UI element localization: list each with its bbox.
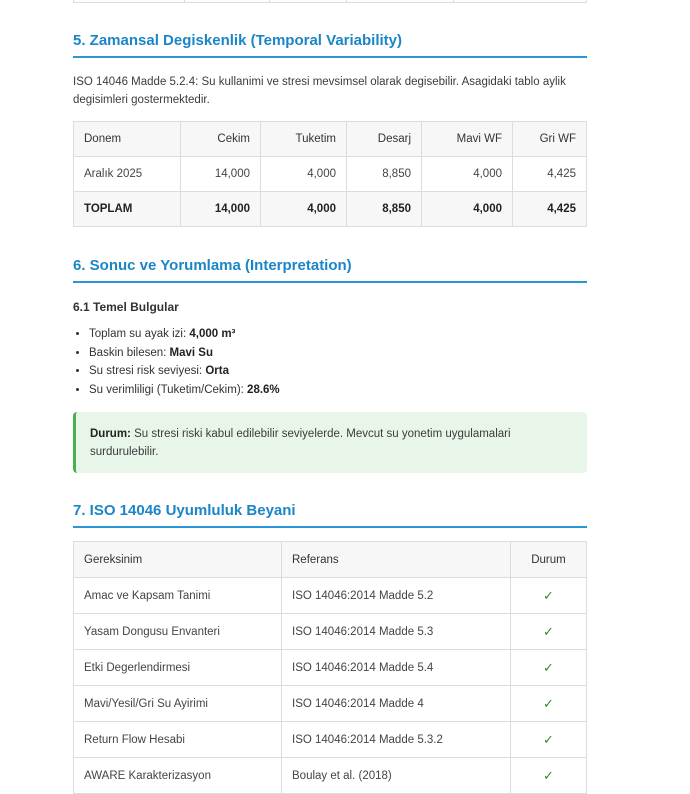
- col-tuketim: Tuketim: [261, 122, 347, 157]
- col-desarj: Desarj: [347, 122, 422, 157]
- section-6-title: 6. Sonuc ve Yorumlama (Interpretation): [73, 257, 587, 283]
- cell-reference: Boulay et al. (2018): [282, 758, 511, 794]
- key-findings-list: [73, 325, 280, 400]
- section-5-description: ISO 14046 Madde 5.2.4: Su kullanimi ve stresi mevsimsel olarak degisebilir. Asagidaki tablo aylik degisimleri gostermektedir.: [73, 76, 566, 106]
- temporal-variability-table: [73, 121, 587, 227]
- cell-reference: ISO 14046:2014 Madde 5.2: [282, 578, 511, 614]
- previous-table-bottom: [73, 0, 587, 3]
- cell-tuketim: 4,000: [261, 157, 347, 192]
- total-gri-wf: 4,425: [513, 192, 587, 227]
- checkmark-icon: ✓: [543, 623, 554, 639]
- total-label: TOPLAM: [74, 192, 181, 227]
- list-item: • Su stresi risk seviyesi: Orta: [89, 362, 280, 381]
- col-donem: Donem: [74, 122, 181, 157]
- table-row: [74, 650, 587, 686]
- cell-cekim: 14,000: [181, 157, 261, 192]
- col-durum: Durum: [511, 542, 587, 578]
- status-label: Durum:: [90, 428, 131, 440]
- table-total-row: [74, 192, 587, 227]
- cell-gri-wf: 4,425: [513, 157, 587, 192]
- table-row: [74, 758, 587, 794]
- checkmark-icon: ✓: [543, 695, 554, 711]
- table-row: [74, 578, 587, 614]
- cell-reference: ISO 14046:2014 Madde 5.4: [282, 650, 511, 686]
- list-item: • Baskin bilesen: Mavi Su: [89, 344, 280, 363]
- cell-reference: ISO 14046:2014 Madde 5.3.2: [282, 722, 511, 758]
- status-callout: [73, 412, 587, 473]
- cell-requirement: Yasam Dongusu Envanteri: [74, 614, 282, 650]
- cell-requirement: AWARE Karakterizasyon: [74, 758, 282, 794]
- cell-donem: Aralık 2025: [74, 157, 181, 192]
- checkmark-icon: ✓: [543, 767, 554, 783]
- cell-requirement: Etki Degerlendirmesi: [74, 650, 282, 686]
- list-item: • Toplam su ayak izi: 4,000 m³: [89, 325, 280, 344]
- col-gereksinim: Gereksinim: [74, 542, 282, 578]
- status-text: Su stresi riski kabul edilebilir seviyelerde. Mevcut su yonetim uygulamalari surdurulebilir.: [90, 428, 511, 458]
- cell-requirement: Return Flow Hesabi: [74, 722, 282, 758]
- section-5-title: 5. Zamansal Degiskenlik (Temporal Variability): [73, 32, 587, 58]
- total-desarj: 8,850: [347, 192, 422, 227]
- col-gri-wf: Gri WF: [513, 122, 587, 157]
- list-item: • Su verimliligi (Tuketim/Cekim): 28.6%: [89, 381, 280, 400]
- table-header-row: [74, 122, 587, 157]
- cell-reference: ISO 14046:2014 Madde 5.3: [282, 614, 511, 650]
- col-cekim: Cekim: [181, 122, 261, 157]
- total-cekim: 14,000: [181, 192, 261, 227]
- cell-reference: ISO 14046:2014 Madde 4: [282, 686, 511, 722]
- table-row: [74, 686, 587, 722]
- checkmark-icon: ✓: [543, 659, 554, 675]
- checkmark-icon: ✓: [543, 587, 554, 603]
- cell-requirement: Amac ve Kapsam Tanimi: [74, 578, 282, 614]
- total-mavi-wf: 4,000: [422, 192, 513, 227]
- checkmark-icon: ✓: [543, 731, 554, 747]
- cell-mavi-wf: 4,000: [422, 157, 513, 192]
- col-mavi-wf: Mavi WF: [422, 122, 513, 157]
- section-7-title: 7. ISO 14046 Uyumluluk Beyani: [73, 502, 587, 528]
- compliance-table: [73, 541, 587, 794]
- table-row: [74, 614, 587, 650]
- table-row: [74, 722, 587, 758]
- subsection-title: 6.1 Temel Bulgular: [73, 300, 179, 314]
- table-row: [74, 157, 587, 192]
- cell-desarj: 8,850: [347, 157, 422, 192]
- total-tuketim: 4,000: [261, 192, 347, 227]
- col-referans: Referans: [282, 542, 511, 578]
- cell-requirement: Mavi/Yesil/Gri Su Ayirimi: [74, 686, 282, 722]
- table-header-row: [74, 542, 587, 578]
